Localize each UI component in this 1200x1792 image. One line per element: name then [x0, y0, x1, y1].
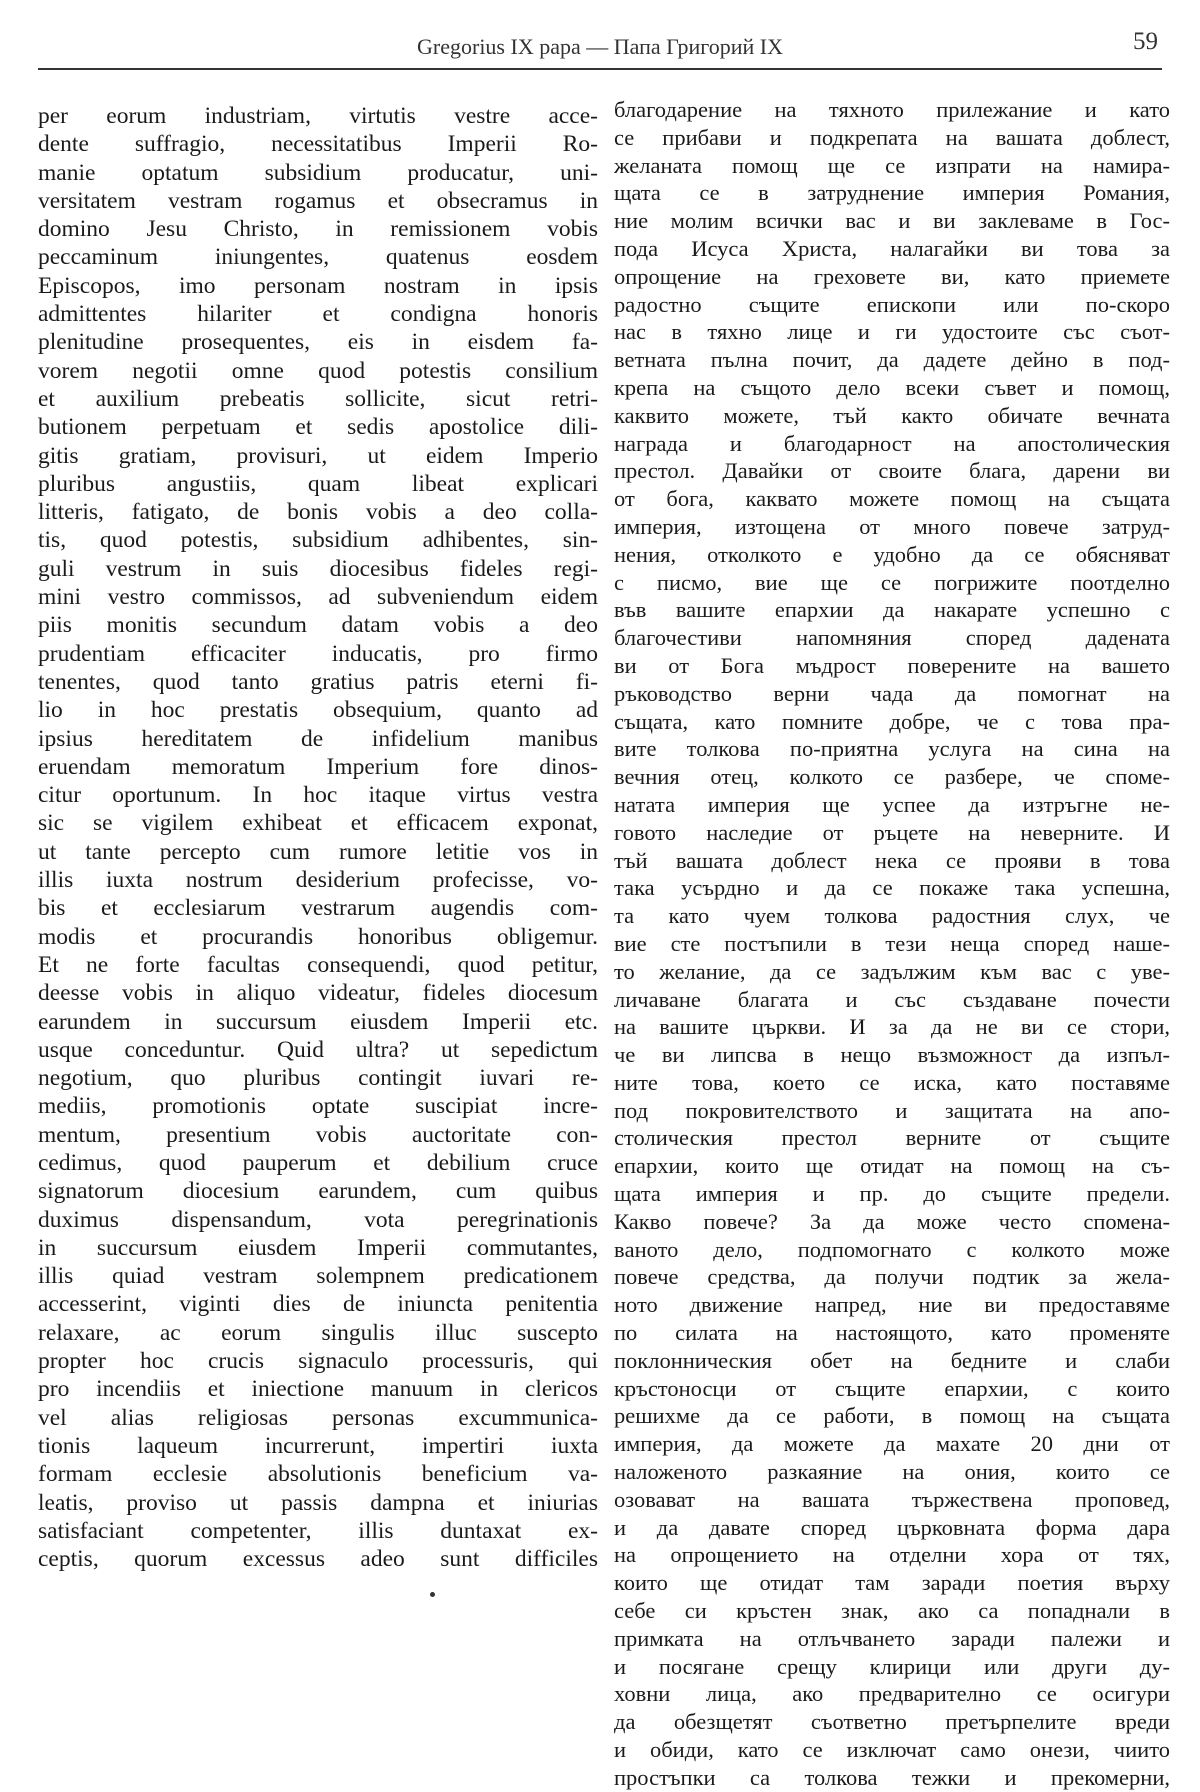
text-line: ceptis, quorum excessus adeo sunt difficiles [38, 1546, 598, 1573]
text-line: admittentes hilariter et condigna honoris [38, 301, 598, 328]
text-line: ut tante percepto cum rumore letitie vos in [38, 838, 598, 865]
text-line: решихме да се работи, в помощ на същата [614, 1403, 1170, 1429]
text-line: вите толкова по-приятна услуга на сина на [614, 736, 1170, 762]
text-line: usque conceduntur. Quid ultra? ut sepedictum [38, 1036, 598, 1063]
text-line: същата, като помните добре, че с това пра- [614, 708, 1170, 734]
page-header [38, 24, 1162, 70]
text-line: на вашите църкви. И за да не ви се стори, [614, 1014, 1170, 1040]
text-line: deesse vobis in aliquo videatur, fideles diocesum [38, 980, 598, 1007]
text-line: pro incendiis et iniectione manuum in clericos [38, 1376, 598, 1403]
text-line: наложеното разкаяние на ония, които се [614, 1459, 1170, 1485]
text-line: желаната помощ ще се изпрати на намира- [614, 152, 1170, 178]
text-line: благочестиви напомняния според дадената [614, 625, 1170, 651]
text-line: и обиди, като се изключат само онези, чиито [614, 1737, 1170, 1763]
print-speck [430, 1592, 435, 1597]
text-line: щата империя и пр. до същите предели. [614, 1181, 1170, 1207]
text-line: ните това, което се иска, като поставяме [614, 1069, 1170, 1095]
text-line: Какво повече? За да може често спомена- [614, 1208, 1170, 1234]
text-line: prudentiam efficaciter inducatis, pro firmo [38, 640, 598, 667]
text-line: ви от Бога мъдрост поверените на вашето [614, 652, 1170, 678]
text-line: ние молим всички вас и ви заклеваме в Гос- [614, 208, 1170, 234]
text-line: благодарение на тяхното прилежание и като [614, 97, 1170, 122]
text-line: ховни лица, ако предварително се осигури [614, 1681, 1170, 1707]
text-line: butionem perpetuam et sedis apostolice dili- [38, 414, 598, 441]
text-line: епархии, които ще отидат на помощ на съ- [614, 1153, 1170, 1179]
text-line: личаване благата и със създаване почести [614, 986, 1170, 1012]
text-line: formam ecclesie absolutionis beneficium va- [38, 1461, 598, 1488]
text-line: нас в тяхно лице и ги удостоите със съот- [614, 319, 1170, 345]
text-line: награда и благодарност на апостолическия [614, 430, 1170, 456]
text-line: империя, да можете да махате 20 дни от [614, 1431, 1170, 1457]
text-line: нения, отколкото е удобно да се обясняват [614, 541, 1170, 567]
text-line: тъй вашата доблест нека се прояви в това [614, 847, 1170, 873]
text-line: вaното дело, подпомогнато с колкото може [614, 1236, 1170, 1262]
text-line: Et ne forte facultas consequendi, quod petitur, [38, 951, 598, 978]
text-line: натата империя ще успее да изтръгне не- [614, 791, 1170, 817]
text-line: lio in hoc prestatis obsequium, quanto ad [38, 697, 598, 724]
text-line: cedimus, quod pauperum et debilium cruce [38, 1149, 598, 1176]
text-line: gitis gratiam, provisuri, ut eidem Imperio [38, 442, 598, 469]
text-line: крепа на същото дело всеки съвет и помощ, [614, 374, 1170, 400]
text-line: satisfaciant competenter, illis duntaxat ex- [38, 1517, 598, 1544]
text-line: от бога, каквато можете помощ на същата [614, 486, 1170, 512]
text-line: vel alias religiosas personas excummunica- [38, 1404, 598, 1431]
text-line: accesserint, viginti dies de iniuncta penitentia [38, 1291, 598, 1318]
text-line: под покровителството и защитата на апо- [614, 1097, 1170, 1123]
text-line: щата се в затруднение империя Романия, [614, 180, 1170, 206]
text-line: столическия престол верните от същите [614, 1125, 1170, 1151]
text-line: propter hoc crucis signaculo processuris, qui [38, 1348, 598, 1375]
text-line: vorem negotii omne quod potestis consilium [38, 357, 598, 384]
text-line: tenentes, quod tanto gratius patris eterni fi- [38, 668, 598, 695]
text-line: ното движение напред, ние ви предоставяме [614, 1292, 1170, 1318]
text-line: радостно същите епископи или по-скоро [614, 291, 1170, 317]
text-line: versitatem vestram rogamus et obsecramus in [38, 187, 598, 214]
text-line: domino Jesu Christo, in remissionem vobis [38, 216, 598, 243]
text-line: in succursum eiusdem Imperii commutantes, [38, 1234, 598, 1261]
text-line: и посягане срещу клирици или други ду- [614, 1653, 1170, 1679]
text-line: illis iuxta nostrum desiderium profecisse, vo- [38, 867, 598, 894]
text-line: така усърдно и да се покаже така успешна, [614, 875, 1170, 901]
text-line: каквито можете, тъй както обичате вечната [614, 402, 1170, 428]
text-line: earundem in succursum eiusdem Imperii etc. [38, 1008, 598, 1035]
text-line: повече средства, да получи подтик за жела- [614, 1264, 1170, 1290]
text-line: във вашите епархии да накарате успешно с [614, 597, 1170, 623]
text-line: pluribus angustiis, quam libeat explicari [38, 470, 598, 497]
text-line: mentum, presentium vobis auctoritate con- [38, 1121, 598, 1148]
text-line: leatis, proviso ut passis dampna et iniurias [38, 1489, 598, 1516]
text-line: които ще отидат там заради поетия върху [614, 1570, 1170, 1596]
text-line: modis et procurandis honoribus obligemur. [38, 923, 598, 950]
text-line: negotium, quo pluribus contingit iuvari re- [38, 1065, 598, 1092]
text-line: eruendam memoratum Imperium fore dinos- [38, 753, 598, 780]
text-line: plenitudine prosequentes, eis in eisdem fa- [38, 329, 598, 356]
text-line: престол. Давайки от своите блага, дарени ви [614, 458, 1170, 484]
text-line: говото наследие от ръцете на неверните. И [614, 819, 1170, 845]
page-number: 59 [1133, 28, 1158, 55]
text-line: piis monitis secundum datam vobis a deo [38, 612, 598, 639]
text-line: litteris, fatigato, de bonis vobis a deo colla- [38, 499, 598, 526]
text-line: ветната пълна почит, да дадете дейно в под- [614, 347, 1170, 373]
text-line: империя, изтощена от много повече затруд- [614, 513, 1170, 539]
text-line: ipsius hereditatem de infidelium manibus [38, 725, 598, 752]
bulgarian-text-column [614, 96, 1170, 1792]
text-line: простъпки са толкова тежки и прекомерни, [614, 1764, 1170, 1790]
text-line: то желание, да се задължим към вас с уве- [614, 958, 1170, 984]
text-line: relaxare, ac eorum singulis illuc suscepto [38, 1319, 598, 1346]
text-line: mediis, promotionis optate suscipiat incre- [38, 1093, 598, 1120]
text-line: et auxilium prebeatis sollicite, sicut retri- [38, 385, 598, 412]
running-title: Gregorius IX papa — Папа Григорий IX [417, 34, 783, 59]
text-line: да обезщетят съответно претърпелите вреди [614, 1709, 1170, 1735]
text-line: вие сте постъпили в тези неща според наше- [614, 930, 1170, 956]
text-line: по силата на настоящото, като променяте [614, 1320, 1170, 1346]
text-line: пода Исуса Христа, налагайки ви това за [614, 235, 1170, 261]
text-line: dente suffragio, necessitatibus Imperii Ro- [38, 131, 598, 158]
text-line: че ви липсва в нещо възможност да изпъл- [614, 1042, 1170, 1068]
text-line: manie optatum subsidium producatur, uni- [38, 159, 598, 186]
text-line: та като чуем толкова радостния слух, че [614, 903, 1170, 929]
text-line: ръководство верни чада да помогнат на [614, 680, 1170, 706]
text-line: guli vestrum in suis diocesibus fideles regi- [38, 555, 598, 582]
text-line: tionis laqueum incurrerunt, impertiri iuxta [38, 1432, 598, 1459]
text-line: с писмо, вие ще се погрижите поотделно [614, 569, 1170, 595]
text-line: Episcopos, imo personam nostram in ipsis [38, 272, 598, 299]
text-line: озовават на вашата тържествена проповед, [614, 1486, 1170, 1512]
latin-text-column [38, 102, 598, 1573]
text-line: bis et ecclesiarum vestrarum augendis com- [38, 895, 598, 922]
text-line: опрощение на греховете ви, като приемете [614, 263, 1170, 289]
text-line: вечния отец, колкото се разбере, че спомe- [614, 764, 1170, 790]
text-line: sic se vigilem exhibeat et efficacem exponat, [38, 810, 598, 837]
text-line: mini vestro commissos, ad subveniendum eidem [38, 584, 598, 611]
text-line: себе си кръстен знак, ако са попаднали в [614, 1598, 1170, 1624]
text-line: се прибави и подкрепата на вашата доблест, [614, 124, 1170, 150]
text-line: примката на отлъчването заради палежи и [614, 1625, 1170, 1651]
text-line: кръстоносци от същите епархии, с които [614, 1375, 1170, 1401]
text-line: и да давате според църковната форма дара [614, 1514, 1170, 1540]
text-line: tis, quod potestis, subsidium adhibentes, sin- [38, 527, 598, 554]
text-line: citur oportunum. In hoc itaque virtus vestra [38, 782, 598, 809]
text-line: поклонническия обет на бедните и слаби [614, 1347, 1170, 1373]
text-line: на опрощението на отделни хора от тях, [614, 1542, 1170, 1568]
text-line: duximus dispensandum, vota peregrinationis [38, 1206, 598, 1233]
text-line: per eorum industriam, virtutis vestre acce- [38, 103, 598, 129]
text-line: peccaminum iniungentes, quatenus eosdem [38, 244, 598, 271]
text-line: signatorum diocesium earundem, cum quibus [38, 1178, 598, 1205]
text-line: illis quiad vestram solempnem predicationem [38, 1263, 598, 1290]
